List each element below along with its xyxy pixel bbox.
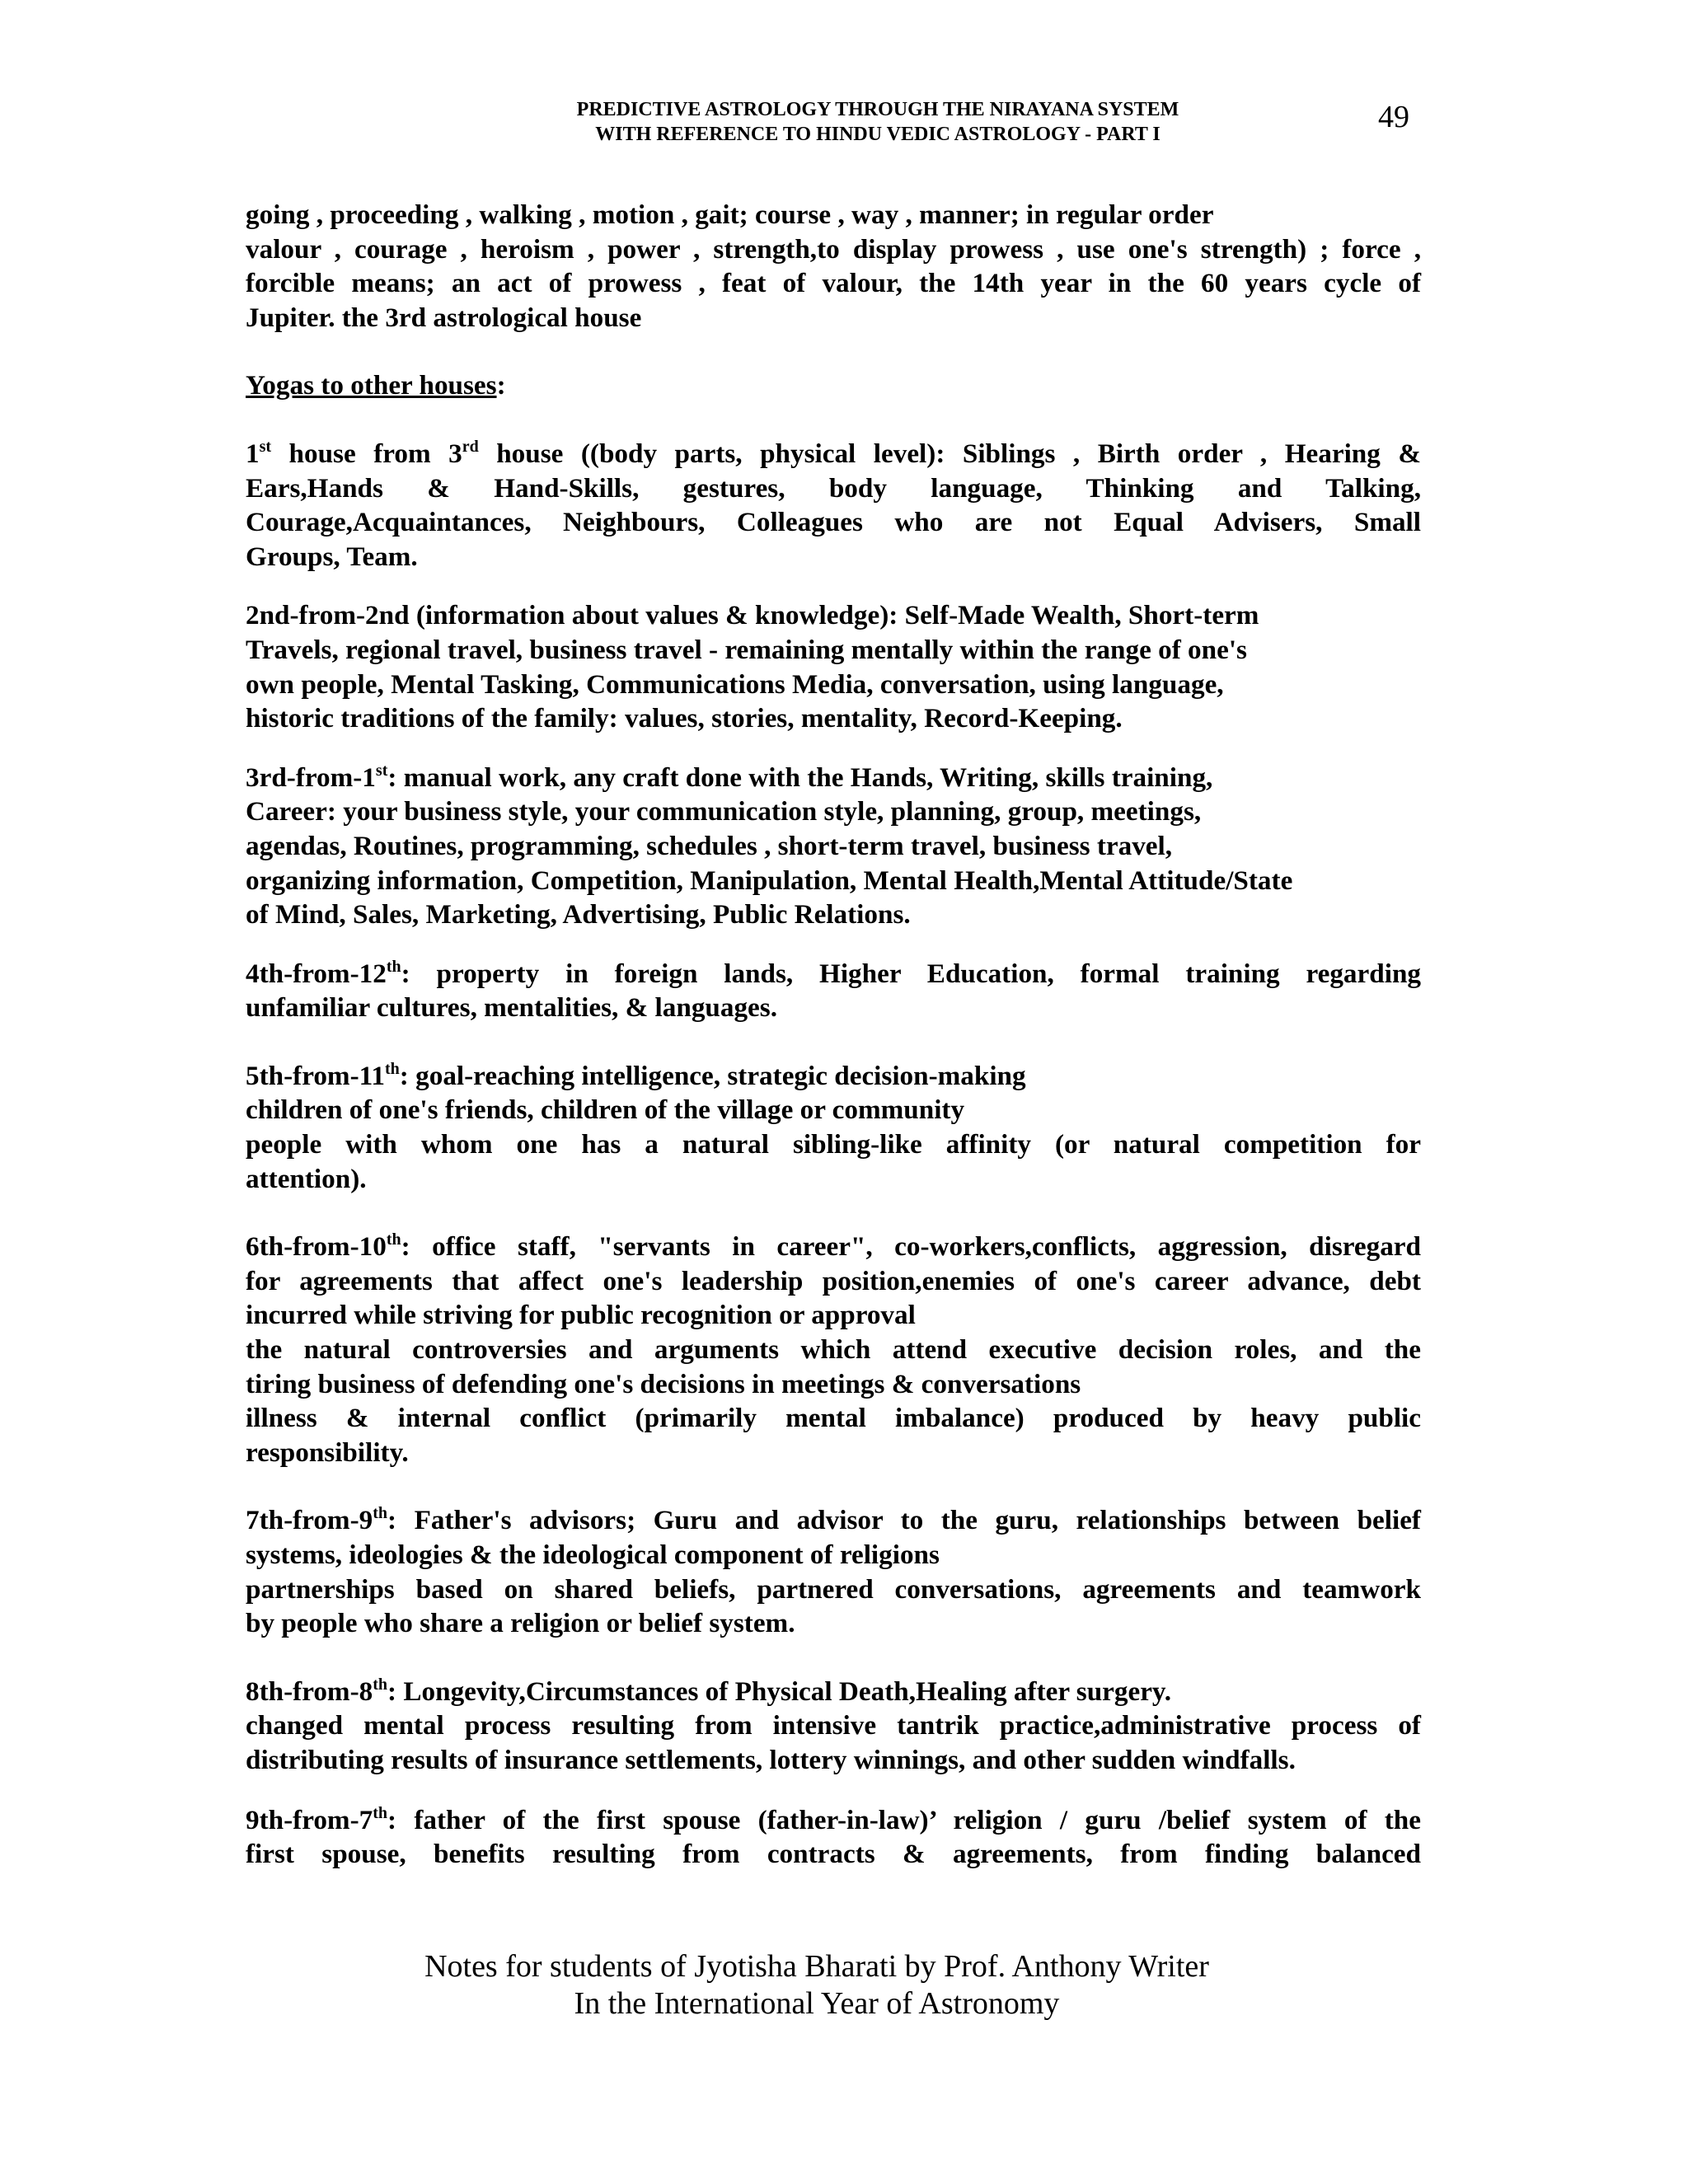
paragraph-line: illness & internal conflict (primarily mental imbalance) produced by heavy public <box>246 1403 1421 1434</box>
paragraph-lead: 8th-from-8 <box>246 1675 373 1707</box>
house-paragraph-9th <box>246 1803 1421 1872</box>
house-paragraph-4th <box>246 957 1421 1025</box>
section-heading-text: Yogas to other houses <box>246 370 497 401</box>
page-body <box>246 198 1421 1872</box>
paragraph-text: : Longevity,Circumstances of Physical Death,Healing after surgery. <box>387 1675 1171 1707</box>
paragraph-line: people with whom one has a natural sibling-like affinity (or natural competition for <box>246 1129 1421 1160</box>
house-paragraph-8th <box>246 1675 1421 1778</box>
ordinal-suffix: th <box>386 1230 401 1249</box>
paragraph-lead: 3rd-from-1 <box>246 762 376 793</box>
paragraph-line: own people, Mental Tasking, Communications Media, conversation, using language, <box>246 668 1224 700</box>
paragraph-line: first spouse, benefits resulting from contracts & agreements, from finding balanced <box>246 1839 1421 1870</box>
paragraph-text: : office staff, "servants in career", co-workers,conflicts, aggression, disregard <box>401 1231 1421 1263</box>
paragraph-lead: 4th-from-12 <box>246 958 387 989</box>
page-footer <box>330 1948 1304 2022</box>
intro-line: forcible means; an act of prowess , feat of valour, the 14th year in the 60 years cycle of <box>246 268 1421 299</box>
paragraph-line: children of one's friends, children of the village or community <box>246 1094 965 1126</box>
paragraph-lead: 9th-from-7 <box>246 1804 373 1835</box>
section-heading <box>246 368 1421 403</box>
paragraph-lead: house from 3 <box>271 438 462 469</box>
paragraph-lead: 7th-from-9 <box>246 1505 373 1536</box>
ordinal-suffix: th <box>384 1059 400 1078</box>
ordinal-suffix: th <box>373 1675 388 1694</box>
paragraph-lead: 1 <box>246 438 260 469</box>
paragraph-line: responsibility. <box>246 1436 409 1468</box>
intro-paragraph <box>246 198 1421 335</box>
ordinal-suffix: st <box>259 437 272 456</box>
paragraph-line: Travels, regional travel, business travel - remaining mentally within the range of one's <box>246 634 1247 665</box>
paragraph-line: systems, ideologies & the ideological component of religions <box>246 1540 940 1570</box>
paragraph-line: distributing results of insurance settlements, lottery winnings, and other sudden windfalls. <box>246 1744 1296 1775</box>
section-heading-colon: : <box>496 370 506 401</box>
paragraph-line: historic traditions of the family: values, stories, mentality, Record-Keeping. <box>246 703 1123 734</box>
house-paragraph-7th <box>246 1503 1421 1640</box>
paragraph-line: organizing information, Competition, Manipulation, Mental Health,Mental Attitude/State <box>246 865 1293 896</box>
paragraph-text: : manual work, any craft done with the Hands, Writing, skills training, <box>387 762 1213 793</box>
paragraph-lead: 6th-from-10 <box>246 1231 387 1263</box>
house-paragraph-2nd <box>246 598 1421 735</box>
paragraph-text: : goal-reaching intelligence, strategic decision-making <box>399 1060 1026 1091</box>
paragraph-line: Groups, Team. <box>246 541 418 572</box>
paragraph-line: Courage,Acquaintances, Neighbours, Colleagues who are not Equal Advisers, Small <box>246 507 1421 538</box>
page-number: 49 <box>1378 100 1409 134</box>
ordinal-suffix: st <box>375 761 388 780</box>
paragraph-line: by people who share a religion or belief system. <box>246 1608 795 1639</box>
paragraph-line: 2nd-from-2nd (information about values & knowledge): Self-Made Wealth, Short-term <box>246 600 1259 631</box>
paragraph-text: : father of the first spouse (father-in-law)’ religion / guru /belief system of the <box>387 1804 1421 1835</box>
paragraph-line: for agreements that affect one's leadership position,enemies of one's career advance, debt <box>246 1265 1421 1296</box>
paragraph-line: tiring business of defending one's decisions in meetings & conversations <box>246 1368 1081 1399</box>
paragraph-line: Ears,Hands & Hand-Skills, gestures, body language, Thinking and Talking, <box>246 472 1421 504</box>
house-paragraph-3rd <box>246 761 1421 932</box>
paragraph-line: the natural controversies and arguments which attend executive decision roles, and the <box>246 1334 1421 1366</box>
header-title-line-1: PREDICTIVE ASTROLOGY THROUGH THE NIRAYANA SYSTEM <box>576 99 1179 120</box>
footer-line-2: In the International Year of Astronomy <box>574 1986 1060 2021</box>
intro-line: going , proceeding , walking , motion , gait; course , way , manner; in regular order <box>246 199 1214 230</box>
paragraph-line: unfamiliar cultures, mentalities, & languages. <box>246 992 778 1024</box>
intro-line: Jupiter. the 3rd astrological house <box>246 302 642 333</box>
ordinal-suffix: th <box>373 1803 388 1822</box>
intro-line: valour , courage , heroism , power , strength,to display prowess , use one's strength) ; force , <box>246 233 1421 265</box>
paragraph-text: : Father's advisors; Guru and advisor to the guru, relationships between belief <box>387 1505 1421 1536</box>
paragraph-text: house ((body parts, physical level): Siblings , Birth order , Hearing & <box>478 438 1421 469</box>
ordinal-suffix: rd <box>462 437 479 456</box>
paragraph-line: Career: your business style, your communication style, planning, group, meetings, <box>246 796 1202 827</box>
paragraph-line: agendas, Routines, programming, schedules , short-term travel, business travel, <box>246 830 1173 861</box>
paragraph-text: : property in foreign lands, Higher Education, formal training regarding <box>401 958 1421 989</box>
house-paragraph-6th <box>246 1230 1421 1469</box>
paragraph-lead: 5th-from-11 <box>246 1060 385 1091</box>
paragraph-line: incurred while striving for public recognition or approval <box>246 1300 916 1331</box>
house-paragraph-1st <box>246 437 1421 574</box>
running-header <box>412 97 1343 147</box>
paragraph-line: changed mental process resulting from intensive tantrik practice,administrative process of <box>246 1710 1421 1741</box>
ordinal-suffix: th <box>386 957 401 976</box>
paragraph-line: attention). <box>246 1163 367 1194</box>
footer-line-1: Notes for students of Jyotisha Bharati by Prof. Anthony Writer <box>424 1949 1209 1984</box>
paragraph-line: partnerships based on shared beliefs, partnered conversations, agreements and teamwork <box>246 1573 1421 1605</box>
house-paragraph-5th <box>246 1059 1421 1196</box>
paragraph-line: of Mind, Sales, Marketing, Advertising, Public Relations. <box>246 899 911 930</box>
ordinal-suffix: th <box>373 1504 388 1523</box>
header-title-line-2: WITH REFERENCE TO HINDU VEDIC ASTROLOGY - PART I <box>595 124 1160 145</box>
